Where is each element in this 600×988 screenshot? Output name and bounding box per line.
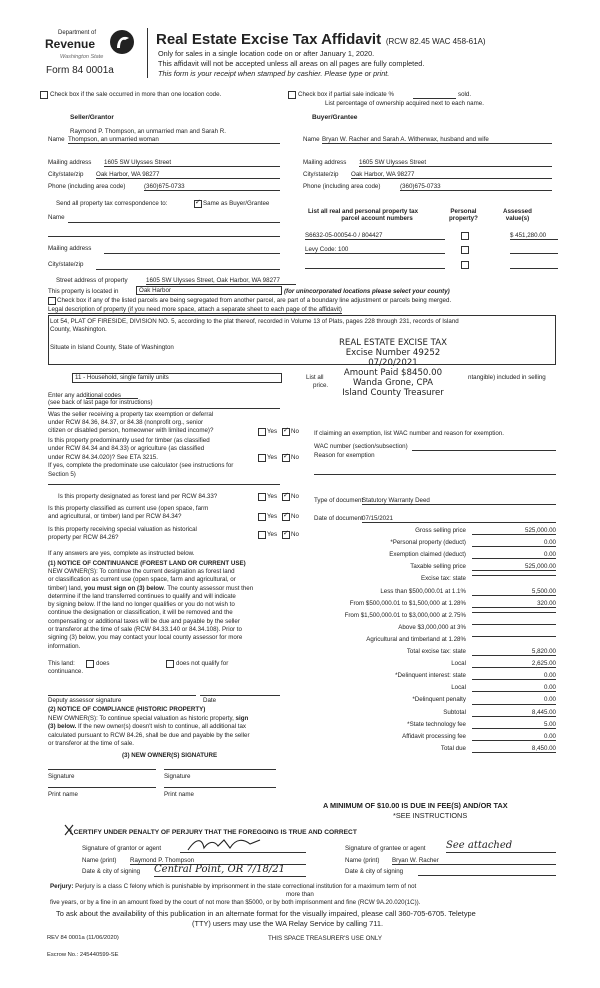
land-does-label: does	[96, 660, 110, 667]
form-number: Form 84 0001a	[46, 65, 114, 76]
stamp-line-1: REAL ESTATE EXCISE TAX	[338, 338, 448, 348]
tax-row-value[interactable]: 0.00	[472, 539, 556, 547]
tax-row-label: Gross selling price	[415, 527, 466, 534]
personal-property-checkbox-2[interactable]	[461, 246, 469, 254]
q3-yes-label: Yes	[267, 493, 278, 500]
grantee-date-city-field[interactable]	[418, 875, 556, 876]
buyer-heading: Buyer/Grantee	[312, 114, 358, 121]
form-title-row	[156, 31, 486, 48]
additional-codes-hint: (see back of last page for instructions)	[48, 399, 153, 407]
personal-col-header	[449, 208, 478, 222]
legal-desc-label: Legal description of property (if you need more space, attach a separate sheet to each page of the affidavit)	[48, 306, 342, 313]
tax-row-label: *Delinquent penalty	[412, 696, 466, 704]
q4-yes-checkbox[interactable]	[258, 513, 266, 521]
deputy-signature-label: Deputy assessor signature	[48, 697, 122, 704]
tax-row-value[interactable]: 320.00	[472, 600, 556, 608]
q2-yes-label: Yes	[267, 454, 278, 461]
tax-row-label: *Delinquent interest: state	[395, 672, 466, 680]
same-as-buyer-label: Same as Buyer/Grantee	[203, 200, 270, 207]
list-all-label: List all	[306, 374, 324, 381]
continuance-line-8: or transferor at the time of sale (RCW 84.33.140 or 84.34.108). Prior to	[48, 626, 242, 634]
seller-name-line2[interactable]: Thompson, an unmarried woman	[68, 136, 280, 144]
deputy-signature-field[interactable]	[48, 695, 196, 696]
owner-signature-1-field[interactable]	[48, 769, 156, 770]
street-address[interactable]: 1605 SW Ulysses Street, Oak Harbor, WA 98277	[146, 277, 296, 285]
stamp-line-4: Amount Paid $8450.00	[343, 368, 443, 378]
continuance-line-3b: you must sign on (3) below	[84, 584, 164, 592]
question-5-line-1: Is this property receiving special valuation as historical	[48, 526, 197, 533]
grantor-date-city-label: Date & city of signing	[82, 868, 141, 875]
treasurer-use-label: THIS SPACE TREASURER'S USE ONLY	[268, 935, 382, 942]
personal-property-checkbox-3[interactable]	[461, 261, 469, 269]
q3-no-label: No	[291, 493, 299, 500]
exemption-reason-label: Reason for exemption	[314, 452, 375, 459]
perjury-text-1: Perjury is a class C felony which is punishable by imprisonment in the state correctional institution for a maximum term of not	[73, 883, 417, 890]
question-4	[48, 505, 208, 521]
tax-row-label: Less than $500,000.01 at 1.1%	[380, 587, 466, 595]
q2-no-checkbox[interactable]	[282, 454, 290, 462]
continuance-line-9: signing (3) below, you may contact your local county assessor for more	[48, 634, 243, 642]
personal-col-subtitle: property?	[449, 215, 478, 223]
treasurer-stamp	[318, 338, 468, 398]
continuance-line-3c: . The county assessor must then	[163, 584, 254, 592]
certify-heading: I CERTIFY UNDER PENALTY OF PERJURY THAT THE FOREGOING IS TRUE AND CORRECT	[70, 829, 357, 836]
continuance-line-6: continue the designation or classification, it will be removed and the	[48, 609, 233, 617]
q2-no-label: No	[291, 454, 299, 461]
question-4-line-2: and agricultural, or timber) land per RCW 84.34?	[48, 513, 182, 520]
this-land-label: This land:	[48, 660, 75, 667]
continuance-line-2: or classification as current use (open space, farm and agricultural, or	[48, 576, 236, 584]
parcel-number[interactable]: S6632-05-00054-0 / 804427	[305, 232, 445, 240]
grantee-signature-label: Signature of grantee or agent	[345, 845, 426, 852]
same-as-buyer-checkbox[interactable]	[194, 200, 202, 208]
sold-label: sold.	[458, 91, 472, 98]
parcel-col-subtitle: parcel account numbers	[341, 215, 413, 223]
buyer-phone[interactable]: (360)675-0733	[400, 183, 552, 191]
compliance-heading: (2) NOTICE OF COMPLIANCE (HISTORIC PROPERTY)	[48, 706, 206, 713]
escrow-number: Escrow No.: 245440599-SE	[47, 952, 119, 958]
grantor-signature-label: Signature of grantor or agent	[82, 845, 162, 852]
tax-row-value[interactable]: 525,000.00	[472, 563, 556, 571]
continuance-heading: (1) NOTICE OF CONTINUANCE (FOREST LAND OR CURRENT USE)	[48, 560, 246, 567]
correspondence-mailing-label: Mailing address	[48, 245, 92, 252]
seller-mailing[interactable]: 1605 SW Ulysses Street	[104, 159, 280, 167]
buyer-mailing-label: Mailing address	[303, 159, 347, 166]
tax-row-value[interactable]: 0.00	[472, 696, 556, 704]
tax-row-value[interactable]: 525,000.00	[472, 527, 556, 535]
grantor-date-city[interactable]: Central Point, OR 7/18/21	[154, 864, 306, 877]
question-2-line-3: under RCW 84.34.020)? See ETA 3215.	[48, 453, 158, 461]
tax-row-value[interactable]: 5,820.00	[472, 648, 556, 656]
continuance-word: continuance.	[48, 668, 84, 675]
segregated-label: Check box if any of the listed parcels are being segregated from another parcel, are part of a boundary line adjustment or parcels being merged.	[57, 297, 452, 304]
continuance-line-10: information.	[48, 642, 81, 650]
wac-exemption-label: If claiming an exemption, list WAC number and reason for exemption.	[314, 430, 504, 437]
grantee-date-city-label: Date & city of signing	[345, 868, 404, 875]
tax-row-value[interactable]: 0.00	[472, 733, 556, 741]
ownership-note: List percentage of ownership acquired next to each name.	[325, 100, 484, 107]
buyer-city[interactable]: Oak Harbor, WA 98277	[351, 171, 552, 179]
question-1-line-2: under RCW 84.36, 84.37, or 84.38 (nonprofit org., senior	[48, 419, 204, 427]
grantor-signature-image	[186, 836, 266, 854]
tax-row-value[interactable]: 0.00	[472, 551, 556, 559]
header-note-3: This form is your receipt when stamped by cashier. Please type or print.	[158, 69, 390, 78]
stamp-line-6: Island County Treasurer	[342, 388, 444, 398]
question-2	[48, 437, 233, 479]
buyer-mailing[interactable]: 1605 SW Ulysses Street	[359, 159, 552, 167]
if-any-yes-note: If any answers are yes, complete as instructed below.	[48, 550, 195, 557]
seller-phone-label: Phone (including area code)	[48, 183, 126, 190]
agency-state: Washington State	[60, 54, 104, 60]
minimum-fee-note: A MINIMUM OF $10.00 IS DUE IN FEE(S) AND/OR TAX	[323, 801, 508, 810]
seller-mailing-label: Mailing address	[48, 159, 92, 166]
intangible-label: ntangible) included in selling	[468, 374, 546, 381]
tax-row-label: Affidavit processing fee	[402, 732, 466, 740]
q1-yes-checkbox[interactable]	[258, 428, 266, 436]
question-2-line-4: If yes, complete the predominate use calculator (see instructions for	[48, 462, 234, 470]
tax-row-label: Taxable selling price	[410, 563, 466, 571]
segregated-checkbox[interactable]	[48, 297, 56, 305]
continuance-line-1: NEW OWNER(S): To continue the current designation as forest land	[48, 568, 235, 575]
header-note-1: Only for sales in a single location code on or after January 1, 2020.	[158, 49, 375, 58]
assessed-value[interactable]: $ 451,280.00	[510, 232, 558, 240]
grantor-name-label: Name (print)	[82, 857, 117, 864]
additional-codes-label	[48, 392, 153, 406]
correspondence-city-label: City/state/zip	[48, 261, 84, 268]
owner-print-1-label: Print name	[48, 791, 78, 798]
accessibility-line-2: (TTY) users may use the WA Relay Service by calling 711.	[192, 919, 383, 928]
correspondence-name-field[interactable]	[68, 222, 280, 223]
located-label: This property is located in	[48, 288, 119, 295]
buyer-phone-label: Phone (including area code)	[303, 183, 381, 190]
q5-yes-label: Yes	[267, 531, 278, 538]
perjury-line-3: five years, or by a fine in an amount fixed by the court of not more than $5000, or by both imprisonment and fine (RCW 9A.20.020(1C)).	[50, 899, 421, 906]
deputy-date-label: Date	[203, 697, 217, 704]
accessibility-line-1: To ask about the availability of this publication in an alternate format for the visually impaired, please call 360-705-6705. Teletype	[56, 909, 476, 918]
owner-print-1-field[interactable]	[48, 787, 156, 788]
buyer-name-label: Name	[303, 136, 320, 143]
grantor-name[interactable]: Raymond P. Thompson	[130, 857, 306, 865]
seller-phone[interactable]: (360)675-0733	[144, 183, 280, 191]
buyer-city-label: City/state/zip	[303, 171, 339, 178]
q5-no-label: No	[291, 531, 299, 538]
owner-signature-2-field[interactable]	[164, 769, 276, 770]
correspondence-city-field[interactable]	[96, 269, 280, 270]
agency-line1: Department of	[58, 30, 97, 36]
grantee-name-label: Name (print)	[345, 857, 380, 864]
doc-date[interactable]: 07/15/2021	[362, 515, 556, 523]
perjury-line-1	[50, 883, 416, 890]
parcel-col-title: List all real and personal property tax	[308, 208, 419, 215]
q2-yes-checkbox[interactable]	[258, 454, 266, 462]
compliance-line-4: or transferor at the time of sale.	[48, 739, 134, 747]
compliance-line-1a: NEW OWNER(S): To continue special valuation as historic property,	[48, 715, 236, 722]
tax-row-label: Total excise tax: state	[406, 648, 466, 655]
tax-row-label: Local	[451, 684, 466, 692]
tax-row-value[interactable]	[472, 575, 556, 576]
unincorporated-note: (for unincorporated locations please select your county)	[284, 288, 450, 295]
street-label: Street address of property	[56, 277, 128, 284]
q1-no-label: No	[291, 428, 299, 435]
question-1	[48, 411, 213, 436]
stamp-line-5: Wanda Grone, CPA	[352, 378, 434, 388]
tax-row-label: Exemption claimed (deduct)	[389, 551, 466, 559]
q1-yes-label: Yes	[267, 428, 278, 435]
perjury-label: Perjury:	[50, 883, 74, 890]
compliance-text	[48, 715, 250, 748]
tax-row-label: *State technology fee	[407, 720, 466, 728]
correspondence-mailing-field[interactable]	[104, 253, 280, 254]
tax-row-value[interactable]: 5.00	[472, 721, 556, 729]
seller-heading: Seller/Grantor	[70, 114, 114, 121]
agency-name: Revenue	[45, 37, 96, 51]
continuance-line-5: by signing below. If the land no longer qualifies or you do not wish to	[48, 601, 235, 609]
perjury-line-2: more than	[286, 891, 314, 898]
assessed-col-title: Assessed	[503, 208, 532, 215]
tax-row-value[interactable]: 5,500.00	[472, 588, 556, 596]
price-label: price.	[313, 382, 329, 389]
land-does-not-checkbox[interactable]	[166, 660, 174, 668]
multi-location-label: Check box if the sale occurred in more than one location code.	[50, 91, 222, 98]
question-1-line-3: citizen or disabled person, homeowner with limited income)?	[48, 427, 214, 435]
personal-col-title: Personal	[450, 208, 477, 215]
question-5-line-2: property per RCW 84.26?	[48, 534, 119, 541]
seller-name-line1: Raymond P. Thompson, an unmarried man and Sarah R.	[70, 128, 226, 135]
tax-row-value[interactable]: 8,450.00	[472, 745, 556, 753]
tax-row-value[interactable]	[472, 636, 556, 637]
wac-number-label: WAC number (section/subsection)	[314, 443, 408, 450]
department-logo-icon	[108, 28, 136, 56]
continuance-line-4: determine if the land transferred continues to qualify and will indicate	[48, 592, 236, 600]
question-2-line-5: Section 5)	[48, 470, 76, 478]
owner-signature-2-label: Signature	[164, 773, 191, 780]
stamp-line-3: 07/20/2021	[368, 358, 418, 368]
tax-row-value[interactable]: 2,625.00	[472, 660, 556, 668]
additional-codes-title: Enter any additional codes	[48, 392, 121, 399]
doc-date-label: Date of document	[314, 515, 363, 522]
tax-row-value[interactable]	[472, 624, 556, 625]
tax-row-label: Local	[451, 660, 466, 668]
owner-print-2-field[interactable]	[164, 787, 276, 788]
form-title: Real Estate Excise Tax Affidavit	[156, 31, 382, 48]
owner-print-2-label: Print name	[164, 791, 194, 798]
question-1-line-1: Was the seller receiving a property tax exemption or deferral	[48, 411, 214, 418]
q4-no-checkbox[interactable]	[282, 513, 290, 521]
additional-codes-field[interactable]	[86, 398, 138, 399]
exemption-reason-field[interactable]	[314, 474, 556, 475]
q3-yes-checkbox[interactable]	[258, 493, 266, 501]
seller-name-label: Name	[48, 136, 65, 143]
multi-location-checkbox[interactable]	[40, 91, 48, 99]
tax-row-label: *Personal property (deduct)	[390, 539, 466, 547]
q1-no-checkbox[interactable]	[282, 428, 290, 436]
levy-code[interactable]: Levy Code: 100	[305, 246, 445, 254]
header-note-2: This affidavit will not be accepted unless all areas on all pages are fully completed.	[158, 59, 425, 68]
legal-desc-line1: Lot 54, PLAT OF FIRESIDE, DIVISION NO. 5, according to the plat thereof, recorded in Volume 13 of Plats, pages 228 through 231, records of Island	[50, 318, 459, 325]
tax-row-value[interactable]	[472, 612, 556, 613]
q5-yes-checkbox[interactable]	[258, 531, 266, 539]
grantee-name[interactable]: Bryan W. Racher	[392, 857, 556, 865]
correspondence-name-label: Name	[48, 214, 65, 221]
legal-desc-line2: County, Washington.	[50, 326, 107, 333]
doc-type-label: Type of document	[314, 497, 364, 504]
partial-sale-label: Check box if partial sale indicate %	[298, 91, 394, 98]
question-2-line-1: Is this property predominantly used for timber (as classified	[48, 437, 210, 444]
land-does-not-label: does not qualify for	[176, 660, 229, 667]
grantee-signature[interactable]: See attached	[446, 840, 556, 853]
owner-signature-1-label: Signature	[48, 773, 75, 780]
assessed-col-subtitle: value(s)	[505, 215, 530, 223]
q4-no-label: No	[291, 513, 299, 520]
continuance-text	[48, 568, 253, 651]
tax-row-label: Total due	[440, 744, 466, 752]
q5-no-checkbox[interactable]	[282, 531, 290, 539]
compliance-line-1	[48, 715, 250, 723]
deputy-date-field[interactable]	[200, 695, 280, 696]
wac-number-field[interactable]	[412, 450, 556, 451]
tax-row-value[interactable]: 0.00	[472, 672, 556, 680]
compliance-line-1b: sign	[235, 715, 249, 722]
tax-row-label: Above $3,000,000 at 3%	[398, 623, 466, 631]
revision-number: REV 84 0001a (11/06/2020)	[47, 935, 119, 941]
legal-desc-line3: Situate in Island County, State of Washington	[50, 344, 174, 351]
parcel-col-header	[308, 208, 418, 222]
land-use-select[interactable]: 11 - Household, single family units	[72, 373, 282, 383]
form-rcw: (RCW 82.45 WAC 458-61A)	[385, 37, 486, 46]
stamp-line-2: Excise Number 49252	[345, 348, 441, 358]
tax-row-label: From $500,000.01 to $1,500,000 at 1.28%	[349, 599, 466, 607]
continuance-line-3a: timber) land,	[48, 584, 85, 592]
tax-row-value[interactable]: 0.00	[472, 684, 556, 692]
tax-row-label: Subtotal	[443, 708, 466, 716]
seller-city[interactable]: Oak Harbor, WA 98277	[96, 171, 280, 179]
located-select[interactable]: Oak Harbor	[136, 286, 282, 295]
question-5	[48, 526, 197, 542]
seller-city-label: City/state/zip	[48, 171, 84, 178]
partial-sale-percent-field[interactable]	[413, 98, 456, 99]
q3-no-checkbox[interactable]	[282, 493, 290, 501]
continuance-line-3	[48, 585, 253, 593]
tax-row-label: Agricultural and timberland at 1.28%	[366, 635, 466, 643]
tax-row-label: Excise tax: state	[420, 575, 466, 583]
compliance-line-2a: (3) below.	[48, 723, 77, 731]
compliance-line-3: calculated pursuant to RCW 84.26, shall be due and payable by the seller	[48, 731, 250, 739]
personal-property-checkbox-1[interactable]	[461, 232, 469, 240]
see-instructions-note: *SEE INSTRUCTIONS	[393, 811, 468, 820]
land-does-checkbox[interactable]	[86, 660, 94, 668]
question-2-line-2: under RCW 84.34 and 84.33) or agriculture (as classified	[48, 445, 205, 453]
new-owner-signature-heading: (3) NEW OWNER(S) SIGNATURE	[122, 752, 218, 759]
doc-type[interactable]: Statutory Warranty Deed	[362, 497, 556, 505]
buyer-name[interactable]: Bryan W. Racher and Sarah A. Witherwax, husband and wife	[322, 136, 552, 144]
correspondence-label: Send all property tax correspondence to:	[56, 200, 168, 207]
compliance-line-2b: If the new owner(s) doesn't wish to continue, all additional tax	[76, 723, 247, 731]
compliance-line-2	[48, 723, 250, 731]
assessed-col-header	[503, 208, 532, 222]
tax-row-label: From $1,500,000.01 to $3,000,000 at 2.75%	[344, 611, 466, 619]
question-4-line-1: Is this property classified as current use (open space, farm	[48, 505, 209, 512]
partial-sale-checkbox[interactable]	[288, 91, 296, 99]
question-3: Is this property designated as forest land per RCW 84.33?	[58, 493, 218, 500]
q4-yes-label: Yes	[267, 513, 278, 520]
continuance-line-7: compensating or additional taxes will be due and payable by the seller	[48, 617, 240, 625]
tax-row-value[interactable]: 8,445.00	[472, 709, 556, 717]
